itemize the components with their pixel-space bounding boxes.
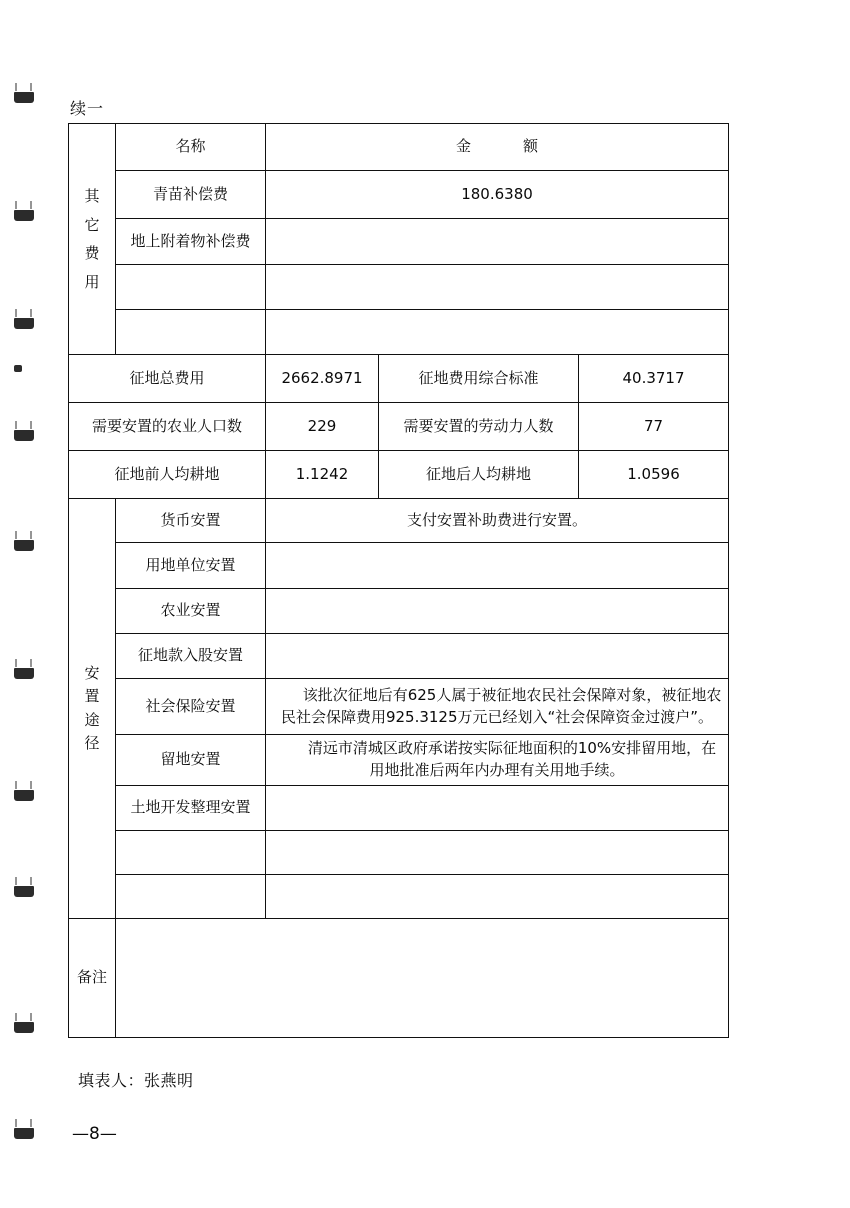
continuation-label: 续一	[70, 99, 105, 118]
table-row	[69, 219, 729, 265]
page-number: —8—	[72, 1124, 117, 1144]
scan-artifact-mark	[14, 668, 34, 679]
table-row-farmland	[69, 451, 729, 499]
resettlement-label: 农业安置	[116, 589, 266, 634]
amount-header-part2: 额	[523, 137, 539, 156]
table-row	[69, 310, 729, 355]
resettlement-label: 留地安置	[116, 735, 266, 786]
comprehensive-standard-label: 征地费用综合标准	[379, 355, 579, 403]
resettlement-label	[116, 831, 266, 875]
scan-artifact-mark	[14, 92, 34, 103]
resettlement-row-reserved-land	[69, 735, 729, 786]
resettlement-row-monetary	[69, 499, 729, 543]
scan-artifacts	[0, 0, 60, 1208]
fee-value: 180.6380	[266, 171, 729, 219]
fee-value	[266, 219, 729, 265]
scan-artifact-mark	[14, 430, 34, 441]
total-cost-value: 2662.8971	[266, 355, 379, 403]
side-header-char: 费	[84, 244, 100, 262]
scan-artifact-mark	[14, 210, 34, 221]
resettlement-text	[266, 831, 729, 875]
fee-label: 青苗补偿费	[116, 171, 266, 219]
scan-artifact-mark	[14, 1128, 34, 1139]
scan-artifact-mark	[14, 365, 22, 372]
resettlement-label: 土地开发整理安置	[116, 786, 266, 831]
table-row	[69, 265, 729, 310]
fee-label	[116, 310, 266, 355]
scan-artifact-mark	[14, 790, 34, 801]
resettlement-text	[266, 875, 729, 919]
resettlement-row-shares	[69, 634, 729, 679]
scan-artifact-mark	[14, 886, 34, 897]
resettlement-label	[116, 875, 266, 919]
resettlement-label: 用地单位安置	[116, 543, 266, 589]
farmland-before-label: 征地前人均耕地	[69, 451, 266, 499]
resettlement-row-social-insurance	[69, 679, 729, 735]
comprehensive-standard-value: 40.3717	[579, 355, 729, 403]
resettlement-paragraph: 清远市清城区政府承诺按实际征地面积的10%安排留用地，在用地批准后两年内办理有关用地手续。	[307, 739, 717, 779]
other-fees-side-header	[69, 124, 116, 355]
table-row	[69, 171, 729, 219]
agri-population-label: 需要安置的农业人口数	[69, 403, 266, 451]
scan-artifact-mark	[14, 318, 34, 329]
agri-population-value: 229	[266, 403, 379, 451]
remarks-label: 备注	[69, 919, 116, 1038]
resettlement-text	[266, 634, 729, 679]
side-header-char: 置	[84, 687, 100, 706]
resettlement-row-agriculture	[69, 589, 729, 634]
table-row-population	[69, 403, 729, 451]
resettlement-row-land-development	[69, 786, 729, 831]
fee-label: 地上附着物补偿费	[116, 219, 266, 265]
resettlement-row-empty	[69, 875, 729, 919]
resettlement-side-header	[69, 499, 116, 919]
farmland-after-value: 1.0596	[579, 451, 729, 499]
resettlement-text: 支付安置补助费进行安置。	[266, 499, 729, 543]
labor-population-value: 77	[579, 403, 729, 451]
resettlement-paragraph: 该批次征地后有625人属于被征地农民社会保障对象，被征地农民社会保障费用925.3125万元已经划入“社会保障资金过渡户”。	[280, 685, 722, 726]
preparer-line: 填表人：张燕明	[78, 1071, 194, 1090]
side-header-char: 径	[84, 733, 100, 752]
resettlement-text	[266, 786, 729, 831]
amount-header-part1: 金	[455, 137, 471, 156]
table-row-total-cost	[69, 355, 729, 403]
fee-value	[266, 310, 729, 355]
side-header-char: 用	[84, 272, 100, 291]
side-header-char: 其	[84, 187, 100, 205]
scan-artifact-mark	[14, 540, 34, 551]
table-header-row	[69, 124, 729, 171]
column-header-name: 名称	[116, 124, 266, 171]
resettlement-text-social-insurance	[266, 679, 729, 735]
resettlement-text-reserved-land	[266, 735, 729, 786]
side-header-char: 它	[84, 215, 100, 234]
resettlement-label: 征地款入股安置	[116, 634, 266, 679]
labor-population-label: 需要安置的劳动力人数	[379, 403, 579, 451]
resettlement-label: 社会保险安置	[116, 679, 266, 735]
resettlement-label: 货币安置	[116, 499, 266, 543]
resettlement-row-empty	[69, 831, 729, 875]
remarks-row	[69, 919, 729, 1038]
resettlement-row-land-unit	[69, 543, 729, 589]
scan-artifact-mark	[14, 1022, 34, 1033]
resettlement-text	[266, 589, 729, 634]
remarks-content	[116, 919, 729, 1038]
farmland-before-value: 1.1242	[266, 451, 379, 499]
column-header-amount	[266, 124, 729, 171]
side-header-char: 安	[84, 664, 100, 682]
land-acquisition-table	[68, 123, 729, 1038]
fee-label	[116, 265, 266, 310]
resettlement-text	[266, 543, 729, 589]
fee-value	[266, 265, 729, 310]
total-cost-label: 征地总费用	[69, 355, 266, 403]
farmland-after-label: 征地后人均耕地	[379, 451, 579, 499]
side-header-char: 途	[84, 710, 100, 729]
